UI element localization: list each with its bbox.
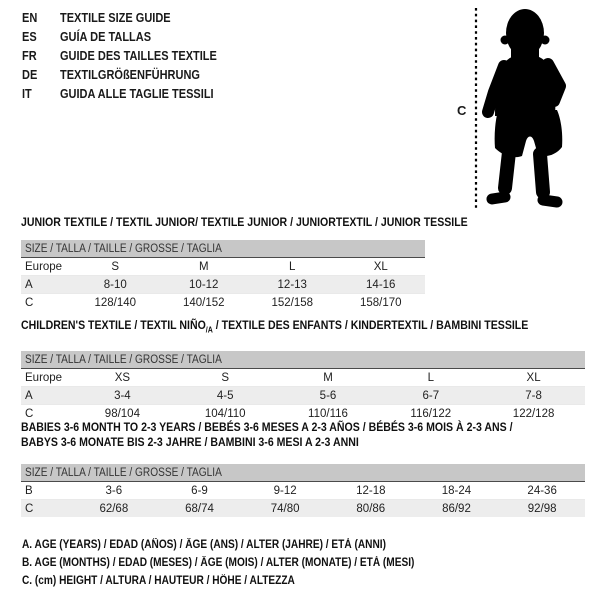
size-value-cell: 116/122 [410,407,452,420]
size-header-cell: SIZE / TALLA / TAILLE / GRÖSSE / TAGLIA [21,351,585,369]
title-subscript: /A [205,325,213,335]
size-header-row [21,351,585,369]
childrens-table-title: CHILDREN'S TEXTILE / TEXTIL $NIÑO_{/A}$ / TEXTILE DES ENFANTS / KINDERTEXTIL / BAMBINI TESSILE [21,318,529,335]
size-figure [448,0,600,215]
lang-code: FR [22,48,37,63]
footnotes [22,536,468,590]
size-value-cell: M [277,369,380,387]
lang-row-de [22,65,238,84]
footnote-b: B. AGE (MONTHS) / EDAD (MESES) / ÂGE (MOIS) / ALTER (MONATE) / ETÀ (MESI) [22,557,415,569]
table-row-height [21,500,585,518]
size-value-cell: 9-12 [242,482,328,500]
language-title-block [22,8,238,103]
size-value-cell: M [160,258,249,276]
size-value-cell: 24-36 [499,482,585,500]
size-value-cell: 3-6 [71,482,157,500]
lang-code: EN [22,10,38,25]
baby-silhouette-graphic [448,0,600,215]
size-value-cell: 110/116 [308,407,348,420]
size-header-cell: SIZE / TALLA / TAILLE / GRÖSSE / TAGLIA [21,464,585,482]
row-label-cell: B [21,482,71,500]
table-row-europe [21,369,585,387]
size-value-cell: L [379,369,482,387]
size-value-cell: 8-10 [71,276,160,294]
size-value-cell: 14-16 [337,276,426,294]
figure-height-label: C [457,103,467,118]
lang-label: GUÍA DE TALLAS [60,29,152,44]
table-row-age [21,387,585,405]
lang-code: IT [22,86,32,101]
row-label-cell: Europe [21,258,71,276]
junior-textile-section [21,215,468,311]
size-value-cell: S [174,369,277,387]
size-value-cell: 62/68 [71,500,157,518]
lang-code: DE [22,67,38,82]
size-value-cell: 86/92 [414,500,500,518]
size-value-cell: 12-13 [248,276,337,294]
size-value-cell: 74/80 [242,500,328,518]
size-value-cell: XS [71,369,174,387]
table-row-height [21,294,425,312]
size-value-cell: XL [337,258,426,276]
size-value-cell: 140/152 [182,296,225,309]
size-header-row [21,240,425,258]
size-value-cell: 6-7 [379,387,482,405]
childrens-textile-section [21,318,585,422]
size-value-cell: 98/104 [104,407,140,420]
size-value-cell: 122/128 [512,407,555,420]
row-label-cell: C [25,407,34,420]
babies-textile-section [21,420,585,517]
lang-label: TEXTILE SIZE GUIDE [60,10,171,25]
childrens-size-table [21,351,585,422]
size-value-cell: 128/140 [94,296,137,309]
size-value-cell: 12-18 [328,482,414,500]
size-value-cell: 3-4 [71,387,174,405]
lang-row-es [22,27,238,46]
size-value-cell: 10-12 [160,276,249,294]
lang-row-it [22,84,238,103]
lang-code: ES [22,29,37,44]
lang-row-fr [22,46,238,65]
lang-label: GUIDA ALLE TAGLIE TESSILI [60,86,214,101]
size-value-cell: 18-24 [414,482,500,500]
size-value-cell: XL [482,369,585,387]
size-value-cell: 4-5 [174,387,277,405]
babies-table-title: BABIES 3-6 MONTH TO 2-3 YEARS / BEBÉS 3-6 MESES A 2-3 AÑOS / BÉBÉS 3-6 MOIS À 2-3 ANS / BABYS 3-6 MONATE BIS 2-3 JAHRE / BAMBINI 3-6 MESI A 2-3 ANNI [21,420,513,449]
babies-size-table [21,464,585,517]
lang-row-en [22,8,238,27]
row-label-cell: A [21,276,71,294]
row-label-cell: C [25,296,34,309]
size-value-cell: 6-9 [157,482,243,500]
baby-silhouette [488,9,562,202]
size-value-cell: 5-6 [277,387,380,405]
size-value-cell: 80/86 [328,500,414,518]
size-value-cell: 158/170 [359,296,402,309]
size-value-cell: L [248,258,337,276]
size-value-cell: 152/158 [271,296,314,309]
footnote-a: A. AGE (YEARS) / EDAD (AÑOS) / ÂGE (ANS) / ALTER (JAHRE) / ETÀ (ANNI) [22,539,386,551]
lang-label: GUIDE DES TAILLES TEXTILE [60,48,217,63]
row-label-cell: A [21,387,71,405]
junior-size-table [21,240,425,311]
size-header-row [21,464,585,482]
footnote-c: C. (cm) HEIGHT / ALTURA / HAUTEUR / HÖHE / ALTEZZA [22,575,295,587]
row-label-cell: C [21,500,71,518]
table-row-age-months [21,482,585,500]
row-label-cell: Europe [21,369,71,387]
junior-table-title: JUNIOR TEXTILE / TEXTIL JUNIOR/ TEXTILE JUNIOR / JUNIORTEXTIL / JUNIOR TESSILE [21,215,468,229]
table-row-age [21,276,425,294]
table-row-europe [21,258,425,276]
size-header-cell: SIZE / TALLA / TAILLE / GRÖSSE / TAGLIA [21,240,425,258]
size-value-cell: 92/98 [499,500,585,518]
size-value-cell: 104/110 [204,407,246,420]
size-value-cell: 68/74 [157,500,243,518]
lang-label: TEXTILGRÖßENFÜHRUNG [60,67,200,82]
size-value-cell: 7-8 [482,387,585,405]
size-value-cell: S [71,258,160,276]
